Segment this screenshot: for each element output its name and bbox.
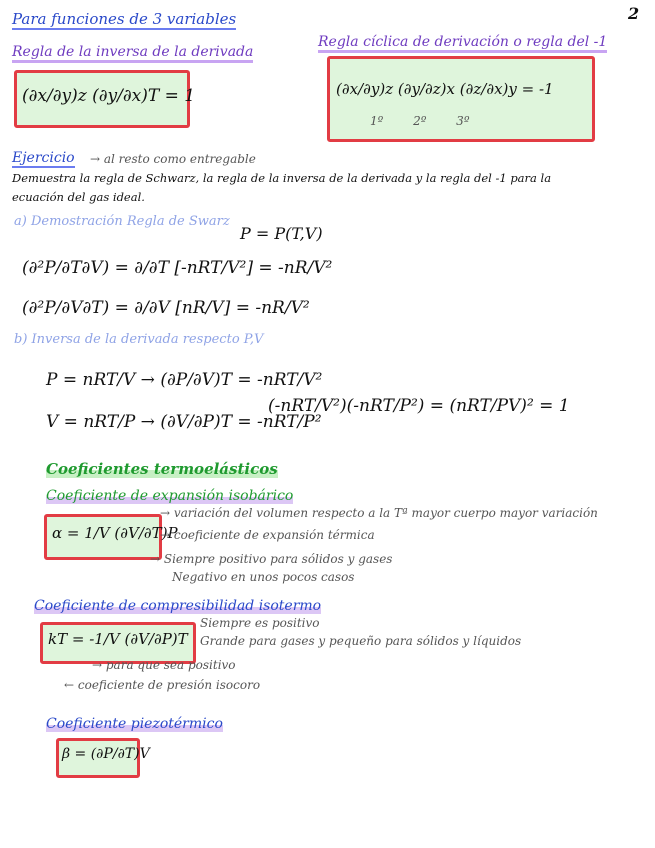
cyclic-rule-title: Regla cíclica de derivación o regla del -1	[318, 34, 607, 53]
part-b-line1: P = nRT/V → (∂P/∂V)T = -nRT/V²	[46, 370, 323, 390]
compressibility-formula: kT = -1/V (∂V/∂P)T	[48, 630, 188, 648]
part-a-line1: (∂²P/∂T∂V) = ∂/∂T [-nRT/V²] = -nR/V²	[22, 258, 333, 278]
expansion-note1: → variación del volumen respecto a la Tª mayor cuerpo mayor variación	[160, 506, 598, 520]
compressibility-note1: Siempre es positivo	[200, 616, 320, 630]
compressibility-note2: Grande para gases y pequeño para sólidos y líquidos	[200, 634, 522, 648]
cyclic-rule-formula: (∂x/∂y)z (∂y/∂z)x (∂z/∂x)y = -1	[336, 80, 554, 98]
expansion-formula: α = 1/V (∂V/∂T)P	[52, 524, 178, 542]
exercise-statement-line2: ecuación del gas ideal.	[12, 190, 145, 204]
expansion-note2: → coeficiente de expansión térmica	[160, 528, 375, 542]
part-b-title: b) Inversa de la derivada respecto P,V	[14, 332, 264, 347]
inverse-rule-formula: (∂x/∂y)z (∂y/∂x)T = 1	[22, 86, 196, 106]
compressibility-note4: ← coeficiente de presión isocoro	[64, 678, 261, 692]
page-number: 2	[628, 4, 640, 23]
compressibility-note3: → para que sea positivo	[92, 658, 236, 672]
part-a-title: a) Demostración Regla de Swarz	[14, 214, 230, 229]
part-b-result: (-nRT/V²)(-nRT/P²) = (nRT/PV)² = 1	[268, 396, 570, 416]
piezothermal-formula: β = (∂P/∂T)V	[62, 746, 150, 762]
expansion-title: Coeficiente de expansión isobárico	[46, 488, 294, 504]
cyclic-rule-box	[327, 56, 595, 142]
inverse-rule-title: Regla de la inversa de la derivada	[12, 44, 253, 63]
expansion-note3: → Siempre positivo para sólidos y gases	[150, 552, 393, 566]
part-b-line2: V = nRT/P → (∂V/∂P)T = -nRT/P²	[46, 412, 322, 432]
section-heading: Para funciones de 3 variables	[12, 10, 237, 28]
expansion-note4: Negativo en unos pocos casos	[172, 570, 355, 584]
exercise-statement-line1: Demuestra la regla de Schwarz, la regla de la inversa de la derivada y la regla del -1 para la	[12, 171, 552, 185]
piezothermal-title: Coeficiente piezotérmico	[46, 716, 223, 732]
cyclic-rule-annotation: 1º 2º 3º	[370, 114, 470, 128]
part-a-line2: (∂²P/∂V∂T) = ∂/∂V [nR/V] = -nR/V²	[22, 298, 310, 318]
compressibility-title: Coeficiente de compresibilidad isotermo	[34, 598, 322, 614]
part-a-function: P = P(T,V)	[240, 224, 323, 243]
coefficients-title: Coeficientes termoelásticos	[46, 460, 278, 478]
exercise-label: Ejercicio	[12, 150, 75, 166]
exercise-note: → al resto como entregable	[90, 152, 256, 166]
